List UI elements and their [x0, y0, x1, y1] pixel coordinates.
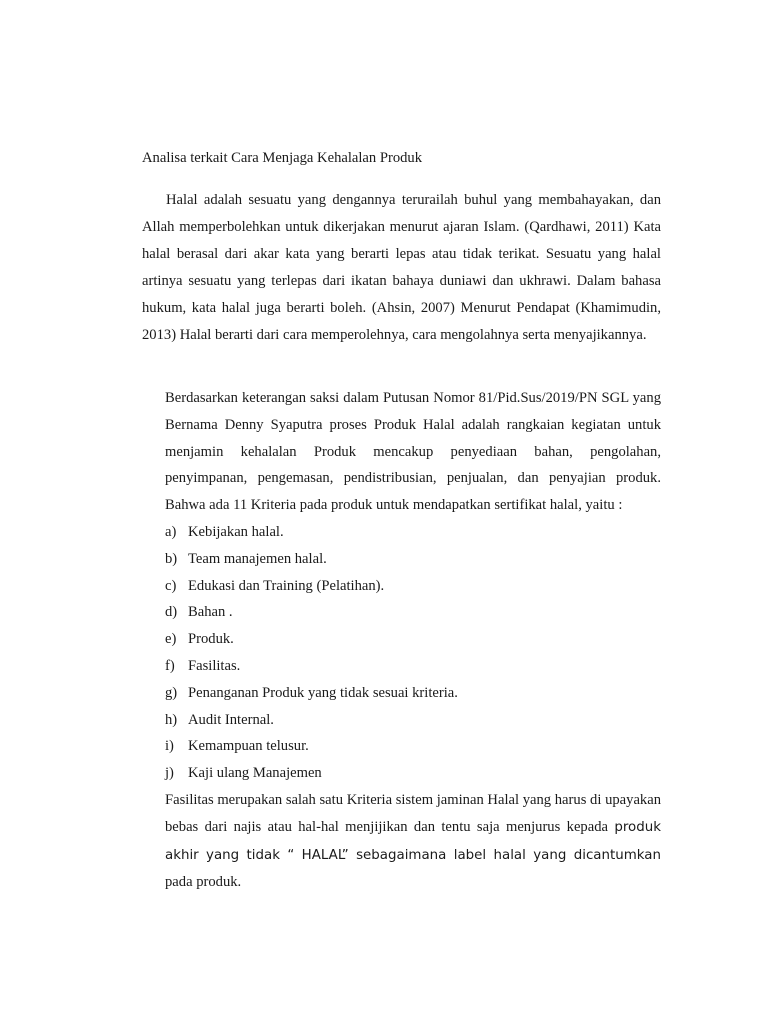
- paragraph-facilities-part3: pada produk.: [165, 874, 242, 891]
- list-marker: f): [165, 657, 175, 674]
- list-item: [165, 546, 661, 573]
- list-item: [165, 653, 661, 680]
- criteria-section: [165, 385, 661, 896]
- list-item-text: Kaji ulang Manajemen: [188, 765, 322, 782]
- criteria-list: [165, 519, 661, 787]
- list-item: [165, 760, 661, 787]
- paragraph-halal-definition: Halal adalah sesuatu yang dengannya terurailah buhul yang membahayakan, dan Allah memperbolehkan untuk dikerjakan menurut ajaran Islam. (Qardhawi, 2011) Kata halal berasal dari akar kata yang berarti lepas atau tidak terikat. Sesuatu yang halal artinya sesuatu yang terlepas dari ikatan bahaya duniawi dan ukhrawi. Dalam bahasa hukum, kata halal juga berarti boleh. (Ahsin, 2007) Menurut Pendapat (Khamimudin, 2013) Halal berarti dari cara memperolehnya, cara mengolahnya serta menyajikannya.: [142, 192, 661, 343]
- list-item-text: Audit Internal.: [188, 711, 274, 728]
- paragraph-facilities-part2: produk akhir yang tidak “ HALAL” sebagaimana label halal yang dicantumkan: [165, 819, 661, 863]
- list-item-text: Bahan .: [188, 604, 233, 621]
- list-item-text: Team manajemen halal.: [188, 550, 327, 567]
- list-item: [165, 733, 661, 760]
- list-item: [165, 519, 661, 546]
- list-marker: e): [165, 631, 177, 648]
- list-item-text: Fasilitas.: [188, 657, 241, 674]
- list-item-text: Kemampuan telusur.: [188, 738, 309, 755]
- list-item-text: Produk.: [188, 631, 234, 648]
- list-marker: h): [165, 711, 178, 728]
- list-item-text: Kebijakan halal.: [188, 523, 284, 540]
- list-item: [165, 599, 661, 626]
- paragraph-facilities-part1: Fasilitas merupakan salah satu Kriteria sistem jaminan Halal yang harus di upayakan bebas dari najis atau hal-hal menjijikan dan tentu saja menjurus kepada: [165, 791, 661, 835]
- list-item: [165, 626, 661, 653]
- list-item: [165, 707, 661, 734]
- list-item: [165, 573, 661, 600]
- list-marker: g): [165, 684, 178, 701]
- list-marker: d): [165, 604, 178, 621]
- list-marker: j): [165, 765, 174, 782]
- document-title: Analisa terkait Cara Menjaga Kehalalan Produk: [142, 150, 423, 166]
- paragraph-court-ruling: Berdasarkan keterangan saksi dalam Putusan Nomor 81/Pid.Sus/2019/PN SGL yang Bernama Denny Syaputra proses Produk Halal adalah rangkaian kegiatan untuk menjamin kehalalan Produk mencakup penyediaan bahan, pengolahan, penyimpanan, pengemasan, pendistribusian, penjualan, dan penyajian produk. Bahwa ada 11 Kriteria pada produk untuk mendapatkan sertifikat halal, yaitu :: [165, 390, 661, 514]
- list-marker: b): [165, 550, 178, 567]
- list-marker: i): [165, 738, 174, 755]
- list-item: [165, 680, 661, 707]
- list-marker: c): [165, 577, 177, 594]
- list-marker: a): [165, 523, 177, 540]
- list-item-text: Edukasi dan Training (Pelatihan).: [188, 577, 385, 594]
- list-item-text: Penanganan Produk yang tidak sesuai kriteria.: [188, 684, 458, 701]
- paragraph-facilities: [165, 787, 661, 896]
